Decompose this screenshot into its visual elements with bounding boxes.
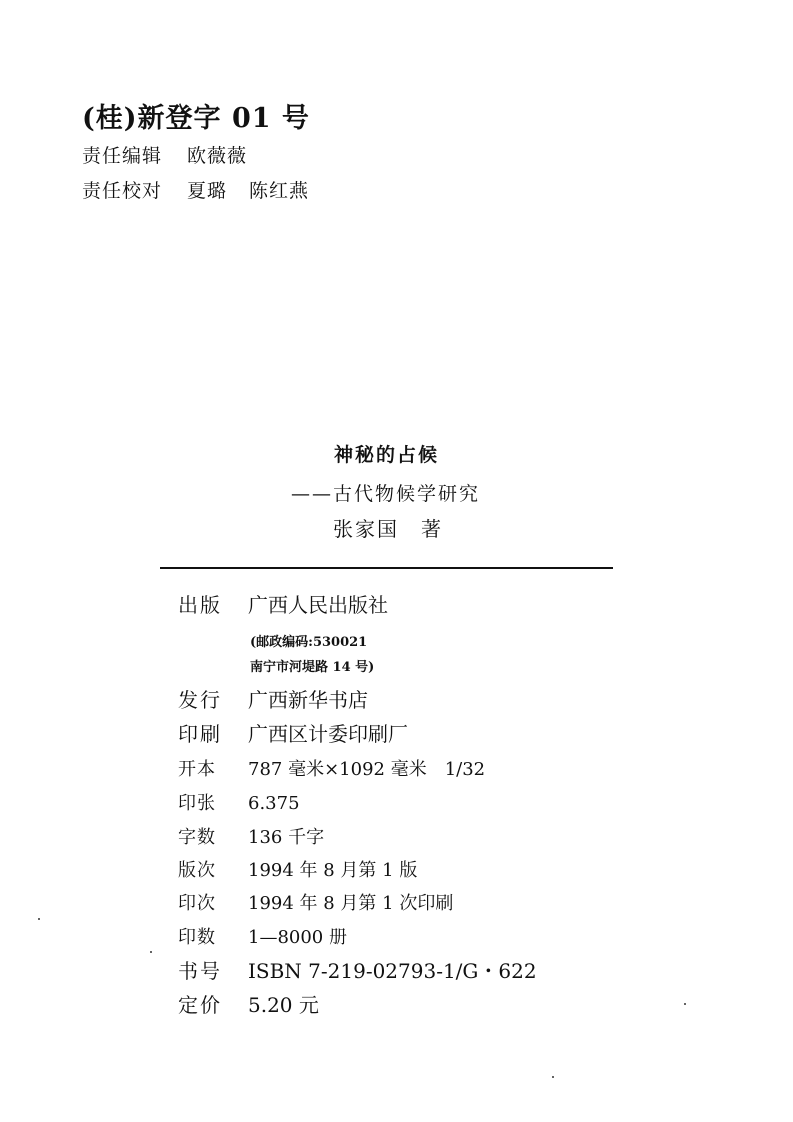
info-value: 136 千字 [248, 827, 325, 848]
author-name: 张家国 [333, 517, 399, 541]
divider-rule [160, 567, 613, 569]
credit-label: 责任校对 [82, 180, 163, 202]
info-row [178, 684, 368, 713]
credit-name: 欧薇薇 [187, 145, 248, 167]
publisher-address: 南宁市河堤路 14 号) [250, 660, 375, 675]
info-key: 开本 [178, 759, 216, 780]
info-key: 印次 [178, 893, 216, 914]
info-value: 广西区计委印刷厂 [248, 722, 408, 746]
info-value: 1—8000 册 [248, 927, 347, 948]
info-key: 发行 [178, 688, 222, 712]
info-row [178, 923, 347, 949]
info-row [178, 718, 408, 747]
info-value: 广西新华书店 [248, 688, 368, 712]
info-key: 定价 [178, 993, 222, 1017]
scan-speck [38, 918, 40, 920]
registration-number: (桂)新登字 01 号 [82, 103, 310, 134]
scan-speck [150, 951, 152, 953]
publisher-name: 广西人民出版社 [248, 593, 388, 617]
info-row [178, 823, 324, 849]
scan-speck [684, 1003, 686, 1005]
credit-row-proofreader [82, 176, 331, 203]
info-value: 1994 年 8 月第 1 次印刷 [248, 893, 454, 914]
info-row [178, 856, 417, 882]
info-value: ISBN 7-219-02793-1/G・622 [248, 959, 537, 983]
info-row [178, 889, 453, 915]
info-key: 印刷 [178, 722, 222, 746]
info-key: 书号 [178, 959, 222, 983]
info-key: 出版 [178, 593, 222, 617]
info-key: 版次 [178, 860, 216, 881]
book-author [333, 513, 443, 542]
info-row-publisher [178, 589, 388, 618]
info-row [178, 755, 485, 781]
info-key: 印数 [178, 927, 216, 948]
info-key: 字数 [178, 827, 216, 848]
info-key: 印张 [178, 793, 216, 814]
publisher-postcode: (邮政编码:530021 [250, 635, 368, 650]
info-value: 787 毫米×1092 毫米 1/32 [248, 759, 486, 780]
info-row [178, 789, 300, 815]
info-value: 6.375 [248, 793, 300, 814]
scan-speck [552, 1076, 554, 1078]
credit-name: 陈红燕 [249, 180, 310, 202]
credit-row-editor [82, 141, 269, 168]
info-row [178, 955, 537, 984]
info-value: 5.20 元 [248, 993, 319, 1017]
info-value: 1994 年 8 月第 1 版 [248, 860, 418, 881]
info-row [178, 989, 319, 1018]
author-role: 著 [421, 517, 443, 541]
book-title: 神秘的占候 [334, 444, 440, 466]
book-subtitle: ——古代物候学研究 [291, 483, 481, 505]
credit-label: 责任编辑 [82, 145, 163, 167]
credit-name: 夏璐 [187, 180, 228, 202]
